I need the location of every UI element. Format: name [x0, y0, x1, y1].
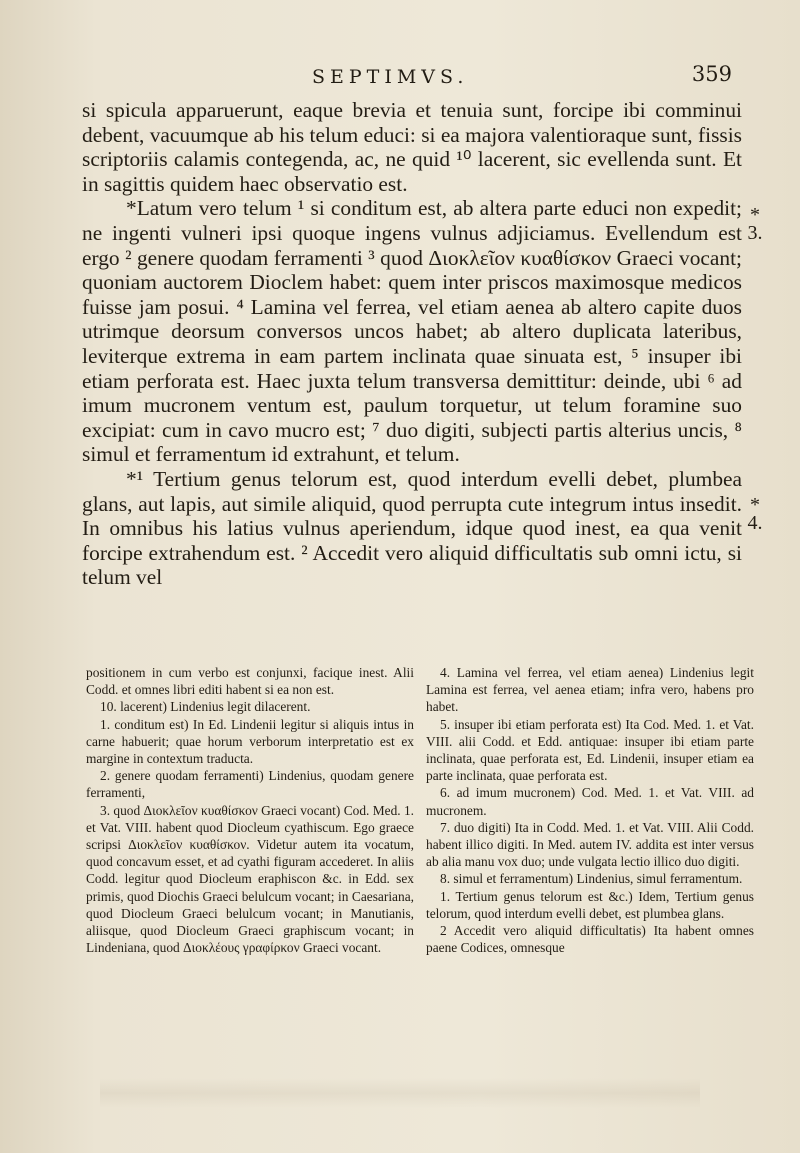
- running-head: SEPTIMVS.: [312, 66, 469, 88]
- footnote: 5. insuper ibi etiam perforata est) Ita Cod. Med. 1. et Vat. VIII. alii Codd. et Edd. antiquae: insuper ibi etiam parte inclinata, quae perforata est, Ed. Lindenii, insuper etiam ea parte inclinata, quae perforata est.: [426, 716, 754, 784]
- main-text: [82, 98, 742, 590]
- margin-section-mark-3: * 3.: [747, 204, 763, 244]
- footnote: 1. Tertium genus telorum est &c.) Idem, Tertium genus telorum, quod interdum evelli debet, est plumbea glans.: [426, 888, 754, 921]
- footnote: 2. genere quodam ferramenti) Lindenius, quodam genere ferramenti,: [86, 768, 414, 801]
- footnotes-right-column: [426, 664, 754, 956]
- paragraph-section-4: *¹ Tertium genus telorum est, quod interdum evelli debet, plumbea glans, aut lapis, aut simile aliquid, quod perrupta cute integrum intus insedit. In omnibus his latius vulnus aperiendum, idque quod inest, ea qua venit forcipe extrahendum est. ² Accedit vero aliquid difficultatis sub omni ictu, si telum vel: [82, 466, 742, 590]
- page-number: 359: [691, 62, 732, 86]
- footnote: 7. duo digiti) Ita in Codd. Med. 1. et Vat. VIII. Alii Codd. habent illico digiti. In Med. autem IV. addita est inter versus ab alia manu vox duo; unde vulgata lectio illico duo digiti.: [426, 819, 754, 870]
- footnote: 1. conditum est) In Ed. Lindenii legitur si aliquis intus in carne habuerit; quae horum verborum interpretatio est ex margine in contextum traducta.: [86, 716, 414, 767]
- footnote: 4. Lamina vel ferrea, vel etiam aenea) Lindenius legit Lamina est ferrea, vel aenea etiam; infra vero, habens pro habet.: [426, 665, 754, 715]
- footnote: 2 Accedit vero aliquid difficultatis) Ita habent omnes paene Codices, omnesque: [426, 923, 754, 956]
- footnote: 3. quod Διοκλεῖον κυαθίσκον Graeci vocant) Cod. Med. 1. et Vat. VIII. habent quod Diocleum cyathiscum. Ego graece scripsi Διοκλεῖον κυαθίσκον. Videtur autem ita vocatum, quod concavum esset, et ad cyathi figuram accederet. In aliis Codd. legitur quod Diocleum eraphiscon &c. in Edd. sex primis, quod Diochis Graeci belulcum vocant; in Caesariana, quod Diocleum Graeci belulcum vocant; in Manutianis, aliisque, quod Diocleum Graeci graphiscum vocant; in Lindeniana, quod Διοκλέους γραφίρκον Graeci vocant.: [86, 802, 414, 956]
- paragraph-section-3: *Latum vero telum ¹ si conditum est, ab altera parte educi non expedit; ne ingenti vulneri ipsi quoque ingens vulnus adjiciamus. Evellendum est ergo ² genere quodam ferramenti ³ quod Διοκλεῖον κυαθίσκον Graeci vocant; quoniam auctorem Dioclem habet: quem inter priscos maximosque medicos fuisse jam posui. ⁴ Lamina vel ferrea, vel etiam aenea ab altero capite duos utrimque deorsum conversos uncos habet; ab altero duplicata lateribus, leviterque extrema in eam partem inclinata quae sinuata est, ⁵ insuper ibi etiam perforata est. Haec juxta telum transversa demittitur: deinde, ubi ⁶ ad imum mucronem ventum est, paulum torquetur, ut telum foramine suo excipiat: cum in cavo mucro est; ⁷ duo digiti, subjecti partis alterius uncis, ⁸ simul et ferramentum id extrahunt, et telum.: [82, 196, 742, 467]
- paragraph-continuation: si spicula apparuerunt, eaque brevia et tenuia sunt, forcipe ibi comminui debent, vacuumque ab his telum educi: si ea majora valentioraque sunt, fissis scriptoriis calamis contegenda, ac, ne quid ¹⁰ lacerent, sic evellenda sunt. Et in sagittis quidem haec observatio est.: [82, 98, 742, 196]
- footnote: 8. simul et ferramentum) Lindenius, simul ferramentum.: [440, 871, 743, 887]
- page-header: [82, 62, 732, 96]
- footnote: 6. ad imum mucronem) Cod. Med. 1. et Vat. VIII. ad mucronem.: [426, 785, 754, 818]
- footnote: 10. lacerent) Lindenius legit dilacerent.: [100, 699, 311, 715]
- margin-section-mark-4: * 4.: [747, 494, 763, 534]
- footnote: positionem in cum verbo est conjunxi, facique inest. Alii Codd. et omnes libri editi habent si ea non est.: [86, 665, 414, 698]
- footnotes-left-column: [86, 664, 414, 956]
- bleed-through-shadow: [100, 1078, 700, 1108]
